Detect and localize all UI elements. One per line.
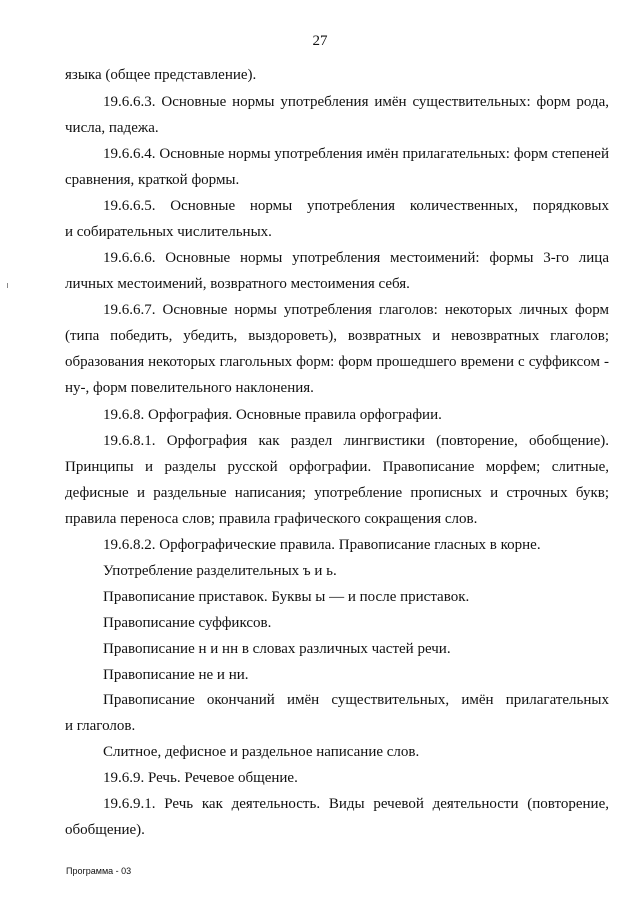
text-line: Правописание суффиксов. — [103, 615, 272, 631]
text-line: 19.6.8. Орфография. Основные правила орфографии. — [103, 407, 442, 423]
text-line: дефисные и раздельные написания; употребление прописных и строчных букв; — [65, 485, 609, 501]
text-line: образования некоторых глагольных форм: форм прошедшего времени с суффиксом - — [65, 354, 609, 370]
text-line: сравнения, краткой формы. — [65, 172, 240, 188]
text-line: (типа победить, убедить, выздороветь), возвратных и невозвратных глаголов; — [65, 328, 609, 344]
text-line: 19.6.8.1. Орфография как раздел лингвистики (повторение, обобщение). — [103, 433, 609, 449]
text-line: и глаголов. — [65, 718, 136, 734]
text-line: обобщение). — [65, 822, 145, 838]
text-line: Правописание приставок. Буквы ы — и после приставок. — [103, 589, 470, 605]
text-line: Принципы и разделы русской орфографии. Правописание морфем; слитные, — [65, 459, 609, 475]
text-line: 19.6.6.4. Основные нормы употребления имён прилагательных: форм степеней — [103, 146, 609, 162]
scan-speck — [7, 283, 8, 288]
text-line: и собирательных числительных. — [65, 224, 272, 240]
text-line: Употребление разделительных ъ и ь. — [103, 563, 337, 579]
text-line: числа, падежа. — [65, 120, 159, 136]
text-line: 19.6.9.1. Речь как деятельность. Виды речевой деятельности (повторение, — [103, 796, 609, 812]
text-line: 19.6.6.7. Основные нормы употребления глаголов: некоторых личных форм — [103, 302, 609, 318]
page-number: 27 — [312, 33, 328, 49]
text-line: Правописание не и ни. — [103, 667, 249, 683]
text-line: Правописание н и нн в словах различных частей речи. — [103, 641, 451, 657]
text-line: Правописание окончаний имён существительных, имён прилагательных — [103, 692, 609, 708]
text-line: 19.6.6.5. Основные нормы употребления количественных, порядковых — [103, 198, 609, 214]
text-line: ну-, форм повелительного наклонения. — [65, 380, 314, 396]
text-line: 19.6.8.2. Орфографические правила. Правописание гласных в корне. — [103, 537, 541, 553]
text-line: 19.6.6.3. Основные нормы употребления имён существительных: форм рода, — [103, 94, 609, 110]
text-line: правила переноса слов; правила графического сокращения слов. — [65, 511, 478, 527]
text-line: 19.6.9. Речь. Речевое общение. — [103, 770, 298, 786]
footer-label: Программа - 03 — [66, 866, 132, 876]
text-line: Слитное, дефисное и раздельное написание слов. — [103, 744, 420, 760]
text-line: 19.6.6.6. Основные нормы употребления местоимений: формы 3-го лица — [103, 250, 609, 266]
text-line: личных местоимений, возвратного местоимения себя. — [65, 276, 410, 292]
text-line: языка (общее представление). — [65, 67, 257, 83]
